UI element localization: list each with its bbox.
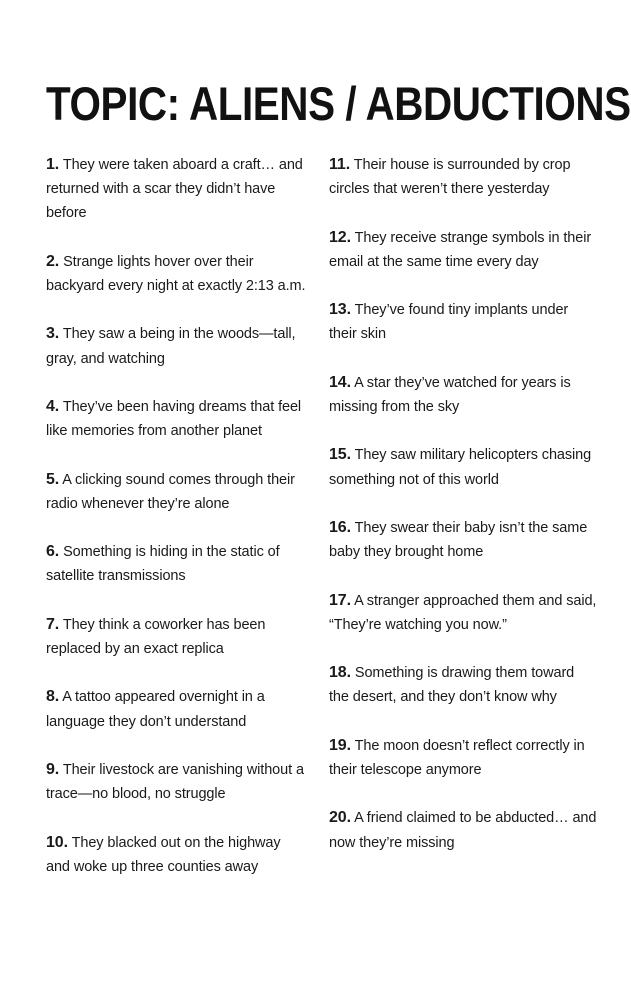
item-text: They’ve found tiny implants under their skin bbox=[329, 302, 569, 343]
list-item bbox=[46, 250, 308, 298]
item-number: 19. bbox=[329, 736, 351, 754]
item-text: Something is drawing them toward the desert, and they don’t know why bbox=[329, 665, 575, 706]
item-text: A stranger approached them and said, “They’re watching you now.” bbox=[329, 592, 597, 633]
prompt-list-right bbox=[329, 153, 597, 879]
list-item bbox=[46, 540, 308, 588]
item-number: 15. bbox=[329, 446, 351, 464]
item-number: 14. bbox=[329, 373, 351, 391]
item-text: A star they’ve watched for years is missing from the sky bbox=[329, 374, 571, 415]
item-text: They receive strange symbols in their email at the same time every day bbox=[329, 229, 592, 270]
item-number: 3. bbox=[46, 325, 60, 343]
list-item bbox=[329, 153, 597, 201]
prompt-list-left bbox=[46, 153, 308, 903]
item-text: Their house is surrounded by crop circles that weren’t there yesterday bbox=[329, 157, 571, 198]
list-item bbox=[46, 685, 308, 733]
list-item bbox=[329, 806, 597, 854]
item-number: 16. bbox=[329, 518, 351, 536]
item-number: 11. bbox=[329, 156, 351, 173]
item-text: They saw a being in the woods—tall, gray, and watching bbox=[46, 326, 296, 367]
list-item bbox=[46, 613, 308, 661]
item-number: 2. bbox=[46, 252, 60, 270]
item-text: Strange lights hover over their backyard every night at exactly 2:13 a.m. bbox=[46, 253, 306, 294]
item-number: 6. bbox=[46, 543, 60, 561]
item-number: 5. bbox=[46, 470, 60, 488]
list-item bbox=[46, 758, 308, 806]
list-item bbox=[329, 298, 597, 346]
item-text: They think a coworker has been replaced by an exact replica bbox=[46, 616, 266, 657]
list-item bbox=[46, 322, 308, 370]
item-number: 8. bbox=[46, 688, 60, 706]
item-text: The moon doesn’t reflect correctly in their telescope anymore bbox=[329, 737, 585, 778]
item-number: 18. bbox=[329, 664, 351, 682]
item-text: They saw military helicopters chasing something not of this world bbox=[329, 447, 592, 488]
list-item bbox=[329, 443, 597, 491]
list-item bbox=[329, 589, 597, 637]
item-number: 10. bbox=[46, 833, 68, 851]
list-item bbox=[46, 468, 308, 516]
item-text: A tattoo appeared overnight in a language they don’t understand bbox=[46, 689, 265, 730]
item-number: 9. bbox=[46, 760, 60, 778]
item-text: They were taken aboard a craft… and returned with a scar they didn’t have before bbox=[46, 157, 303, 222]
page-title: TOPIC: ALIENS / ABDUCTIONS bbox=[46, 77, 631, 130]
item-number: 13. bbox=[329, 301, 351, 319]
list-item bbox=[329, 661, 597, 709]
list-item bbox=[46, 153, 308, 226]
list-item bbox=[329, 226, 597, 274]
list-item bbox=[329, 734, 597, 782]
item-text: They swear their baby isn’t the same baby they brought home bbox=[329, 519, 588, 561]
item-text: Their livestock are vanishing without a trace—no blood, no struggle bbox=[46, 761, 304, 803]
item-number: 20. bbox=[329, 809, 351, 827]
list-item bbox=[46, 831, 308, 879]
item-number: 4. bbox=[46, 397, 60, 415]
list-item bbox=[46, 395, 308, 443]
list-item bbox=[329, 516, 597, 564]
item-number: 17. bbox=[329, 591, 351, 609]
item-text: They’ve been having dreams that feel like memories from another planet bbox=[46, 398, 302, 440]
item-number: 7. bbox=[46, 615, 60, 633]
item-number: 1. bbox=[46, 156, 60, 173]
item-number: 12. bbox=[329, 228, 351, 246]
item-text: A friend claimed to be abducted… and now they’re missing bbox=[329, 810, 597, 851]
item-text: A clicking sound comes through their radio whenever they’re alone bbox=[46, 471, 295, 512]
item-text: They blacked out on the highway and woke up three counties away bbox=[46, 834, 281, 875]
list-item bbox=[329, 371, 597, 419]
item-text: Something is hiding in the static of satellite transmissions bbox=[46, 544, 280, 585]
